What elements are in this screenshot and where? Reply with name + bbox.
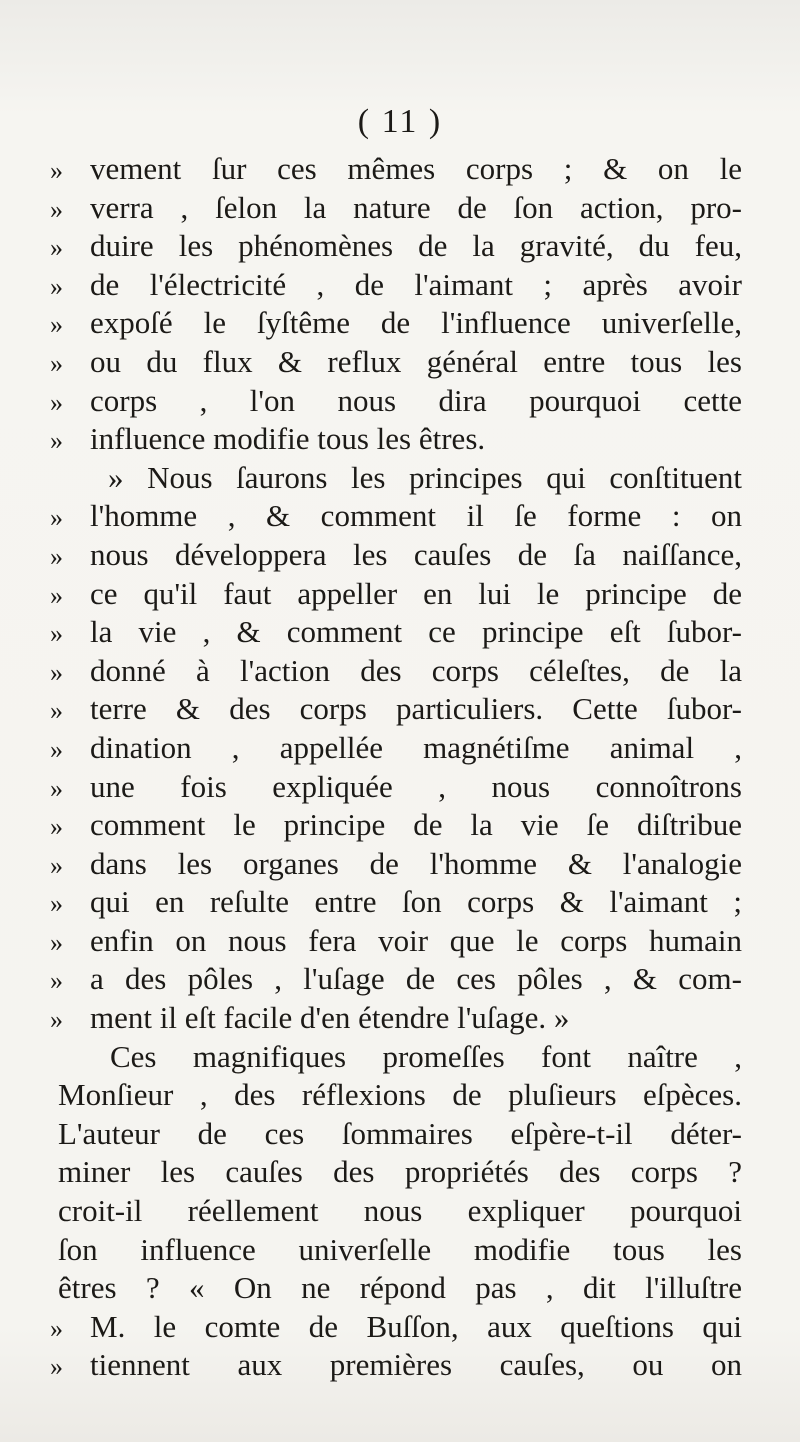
line-text: L'auteur de ces ſommaires eſpère-t-il déter-	[58, 1115, 742, 1151]
quote-marker: »	[50, 156, 63, 185]
quote-marker: »	[50, 1005, 63, 1035]
text-line	[50, 768, 742, 807]
text-line	[50, 845, 742, 884]
line-text: dination , appellée magnétiſme animal ,	[90, 729, 742, 765]
text-line	[58, 1076, 742, 1115]
quote-marker: »	[50, 696, 63, 726]
page-number: ( 11 )	[357, 103, 443, 140]
line-text: tiennent aux premières cauſes, ou on	[90, 1347, 742, 1383]
line-text: vement ſur ces mêmes corps ; & on le	[90, 151, 742, 186]
text-line	[50, 266, 742, 305]
quote-marker: »	[50, 812, 63, 842]
quote-marker: »	[50, 657, 63, 687]
line-text: qui en reſulte entre ſon corps & l'aimant ;	[90, 884, 742, 920]
quote-marker: »	[50, 194, 63, 224]
quote-marker: »	[50, 966, 63, 996]
text-line	[50, 227, 742, 266]
line-text: la vie , & comment ce principe eſt ſubor-	[90, 614, 742, 650]
line-text: l'homme , & comment il ſe forme : on	[90, 498, 742, 534]
quote-marker: »	[50, 927, 63, 957]
quote-marker: »	[50, 348, 63, 378]
text-line	[58, 1038, 742, 1077]
line-text: êtres ? « On ne répond pas , dit l'illuſtre	[58, 1270, 742, 1306]
line-text: ce qu'il faut appeller en lui le principe de	[90, 575, 742, 611]
text-line	[50, 420, 742, 459]
line-text: influence modifie tous les êtres.	[90, 421, 486, 457]
quote-marker: »	[50, 734, 63, 764]
text-line	[50, 652, 742, 691]
line-text: une fois expliquée , nous connoîtrons	[90, 768, 742, 804]
text-line	[50, 806, 742, 845]
text-line	[50, 575, 742, 614]
text-line	[58, 1269, 742, 1308]
quote-marker: »	[50, 1352, 63, 1382]
text-line	[50, 343, 742, 382]
text-line	[50, 613, 742, 652]
quote-marker: »	[50, 233, 63, 263]
text-line	[50, 150, 742, 189]
line-text: donné à l'action des corps céleſtes, de la	[90, 652, 742, 688]
line-text: » Nous ſaurons les principes qui conſtituent	[108, 459, 742, 495]
text-line	[58, 1115, 742, 1154]
line-text: expoſé le ſyſtême de l'influence univerſelle,	[90, 305, 742, 341]
line-text: verra , ſelon la nature de ſon action, pro-	[90, 189, 742, 225]
line-text: ment il eſt facile d'en étendre l'uſage. »	[90, 1000, 570, 1036]
text-line	[50, 729, 742, 768]
quote-marker: »	[50, 387, 63, 417]
quote-marker: »	[50, 580, 63, 610]
quote-marker: »	[50, 541, 63, 571]
line-text: ou du flux & reflux général entre tous les	[90, 343, 742, 379]
text-line	[50, 1346, 742, 1385]
line-text: Ces magnifiques promeſſes font naître ,	[110, 1038, 742, 1074]
line-text: corps , l'on nous dira pourquoi cette	[90, 382, 742, 418]
body-text	[50, 150, 742, 1385]
line-text: duire les phénomènes de la gravité, du feu,	[90, 228, 742, 264]
text-line	[50, 304, 742, 343]
text-line	[50, 922, 742, 961]
line-text: dans les organes de l'homme & l'analogie	[90, 845, 742, 881]
line-text: miner les cauſes des propriétés des corps ?	[58, 1154, 742, 1190]
quote-marker: »	[50, 889, 63, 919]
line-text: M. le comte de Buſſon, aux queſtions qui	[90, 1308, 742, 1344]
quote-marker: »	[50, 271, 63, 301]
line-text: ſon influence univerſelle modifie tous les	[58, 1231, 742, 1267]
text-line	[50, 883, 742, 922]
quote-marker: »	[50, 310, 63, 340]
line-text: nous développera les cauſes de ſa naiſſance,	[90, 536, 742, 572]
text-line	[50, 1308, 742, 1347]
quote-marker: »	[50, 619, 63, 649]
text-line	[50, 497, 742, 536]
text-line	[50, 189, 742, 228]
line-text: enfin on nous fera voir que le corps humain	[90, 922, 742, 958]
quote-marker: »	[50, 503, 63, 533]
text-line	[58, 1231, 742, 1270]
text-line	[58, 1153, 742, 1192]
text-line	[58, 1192, 742, 1231]
text-line	[50, 459, 742, 498]
text-line	[50, 536, 742, 575]
text-line	[50, 999, 742, 1038]
quote-marker: »	[50, 1313, 63, 1343]
line-text: croit-il réellement nous expliquer pourquoi	[58, 1193, 742, 1229]
quote-marker: »	[50, 850, 63, 880]
line-text: terre & des corps particuliers. Cette ſubor-	[90, 691, 742, 727]
line-text: comment le principe de la vie ſe diſtribue	[90, 807, 742, 843]
quote-marker: »	[50, 426, 63, 456]
text-line	[50, 382, 742, 421]
text-line	[50, 690, 742, 729]
line-text: Monſieur , des réflexions de pluſieurs eſpèces.	[58, 1077, 742, 1113]
line-text: de l'électricité , de l'aimant ; après avoir	[90, 266, 742, 302]
line-text: a des pôles , l'uſage de ces pôles , & com-	[90, 961, 742, 997]
text-line	[50, 960, 742, 999]
quote-marker: »	[50, 773, 63, 803]
